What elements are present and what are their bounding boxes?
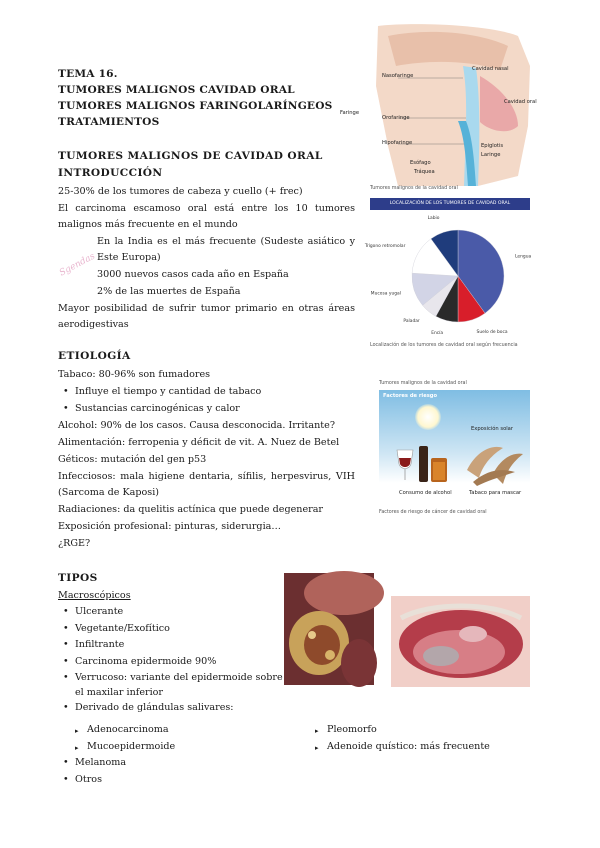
pie-label: Suelo de boca <box>476 330 508 336</box>
tipos-tail-list <box>63 755 126 788</box>
anatomy-label: Epiglotis <box>481 143 504 149</box>
risk-label: Exposición solar <box>471 426 513 432</box>
risk-title: Factores de riesgo <box>383 393 438 399</box>
pie-label: Lengua <box>515 254 532 260</box>
risk-factors-figure <box>379 390 530 506</box>
paragraph-indented: En la India es el más frecuente (Sudeste asiático y Este Europa) <box>97 236 355 263</box>
list-item: ▸ Pleomorfo <box>315 722 490 739</box>
paragraph: Exposición profesional: pinturas, siderurgia… <box>58 521 281 532</box>
risk-label: Consumo de alcohol <box>399 490 452 496</box>
pie-label: Paladar <box>403 319 420 325</box>
anatomy-label: Laringe <box>481 152 501 158</box>
list-item: • Ulcerante <box>63 604 288 621</box>
tabaco-list <box>63 384 261 417</box>
paragraph: 25-30% de los tumores de cabeza y cuello (+ frec) <box>58 186 303 197</box>
page-title <box>58 66 333 130</box>
anatomy-figure <box>340 26 537 186</box>
section-subheading: INTRODUCCIÓN <box>58 167 163 179</box>
anatomy-label: Cavidad oral <box>504 99 537 105</box>
paragraph: Infecciosos: mala higiene dentaria, sífilis, herpesvirus, VIH (Sarcoma de Kaposi) <box>58 471 355 498</box>
pie-chart <box>364 210 532 341</box>
paragraph: Mayor posibilidad de sufrir tumor primario en otras áreas aerodigestivas <box>58 303 355 330</box>
list-item: ▸ Mucoepidermoide <box>75 739 175 756</box>
anatomy-illustration <box>368 26 534 186</box>
lesion-photo-art <box>284 573 374 685</box>
paragraph: El carcinoma escamoso oral está entre los 10 tumores malignos más frecuente en el mundo <box>58 203 355 230</box>
anatomy-label: Hipofaringe <box>382 140 413 146</box>
paragraph: Alcohol: 90% de los casos. Causa desconocida. Irritante? <box>58 420 335 431</box>
watermark-signature: Sgendas <box>57 251 97 279</box>
salivares-right-list <box>315 722 490 755</box>
chewing-tobacco-icon <box>463 440 525 488</box>
figure-caption: Localización de los tumores de cavidad oral según frecuencia <box>370 343 518 348</box>
pie-label: Trígono retromolar <box>364 244 406 250</box>
section-heading: TIPOS <box>58 572 98 584</box>
paragraph-indented: 3000 nuevos casos cada año en España <box>97 269 289 280</box>
title-line: TUMORES MALIGNOS FARINGOLARÍNGEOS <box>58 100 333 112</box>
list-item: • Verrucoso: variante del epidermoide sobre el maxilar inferior <box>63 670 288 700</box>
paragraph: Radiaciones: da quelitis actínica que puede degenerar <box>58 504 324 515</box>
section-heading: ETIOLOGÍA <box>58 350 131 362</box>
list-item: • Melanoma <box>63 755 126 772</box>
list-item: • Infiltrante <box>63 637 288 654</box>
paragraph: Tabaco: 80-96% son fumadores <box>58 369 211 380</box>
pie-chart-figure <box>364 198 532 341</box>
pie-label: Mucosa yugal <box>370 291 401 297</box>
list-item: • Carcinoma epidermoide 90% <box>63 654 288 671</box>
figure-caption: Tumores malignos de la cavidad oral <box>379 381 467 386</box>
paragraph: Géticos: mutación del gen p53 <box>58 454 207 465</box>
anatomy-label: Cavidad nasal <box>472 66 509 72</box>
paragraph: Alimentación: ferropenia y déficit de vit. A. Nuez de Betel <box>58 437 340 448</box>
title-line: TEMA 16. <box>58 68 118 80</box>
sun-icon <box>415 404 441 430</box>
lesion-photo-tongue <box>391 596 530 687</box>
subheading: Macroscópicos <box>58 590 131 601</box>
pie-label: Labio <box>427 215 440 221</box>
section-heading: TUMORES MALIGNOS DE CAVIDAD ORAL <box>58 150 323 162</box>
salivares-left-list <box>75 722 175 755</box>
chart-title: LOCALIZACIÓN DE LOS TUMORES DE CAVIDAD ORAL <box>370 198 530 210</box>
list-item: • Derivado de glándulas salivares: <box>63 700 288 717</box>
risk-label: Tabaco para mascar <box>469 490 522 496</box>
figure-caption: Factores de riesgo de cáncer de cavidad oral <box>379 510 487 515</box>
tipos-list <box>63 604 288 717</box>
alcohol-icon <box>393 444 453 486</box>
list-item: ▸ Adenoide quístico: más frecuente <box>315 739 490 756</box>
tongue-photo-art <box>391 596 530 687</box>
list-item: ▸ Adenocarcinoma <box>75 722 175 739</box>
pie-label: Encía <box>431 331 444 337</box>
anatomy-label: Faringe <box>340 110 360 116</box>
anatomy-label: Esófago <box>410 160 431 166</box>
paragraph-indented: 2% de las muertes de España <box>97 286 241 297</box>
list-item: • Sustancias carcinogénicas y calor <box>63 401 261 418</box>
lesion-photo-exophytic <box>284 573 374 685</box>
list-item: • Otros <box>63 772 126 789</box>
anatomy-label: Nasofaringe <box>382 73 414 79</box>
title-line: TUMORES MALIGNOS CAVIDAD ORAL <box>58 84 295 96</box>
anatomy-label: Tráquea <box>414 169 435 175</box>
paragraph: ¿RGE? <box>58 538 91 549</box>
figure-caption: Tumores malignos de la cavidad oral <box>370 186 458 191</box>
list-item: • Influye el tiempo y cantidad de tabaco <box>63 384 261 401</box>
title-line: TRATAMIENTOS <box>58 116 160 128</box>
list-item: • Vegetante/Exofítico <box>63 621 288 638</box>
anatomy-label: Orofaringe <box>382 115 410 121</box>
